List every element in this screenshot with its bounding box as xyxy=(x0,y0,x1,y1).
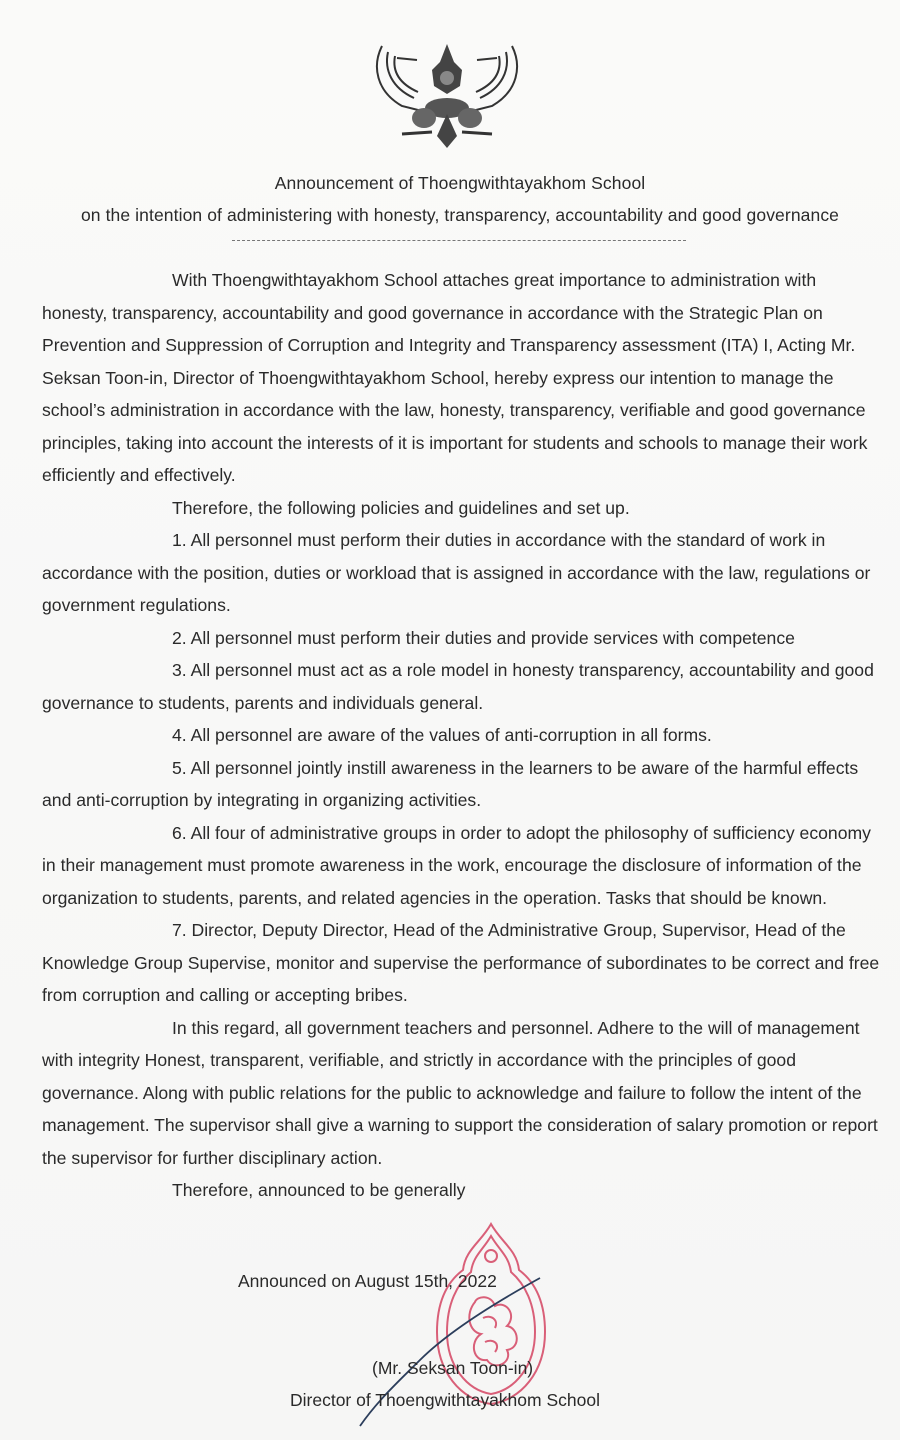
dashed-divider xyxy=(232,240,686,241)
policy-item: 6. All four of administrative groups in order to adopt the philosophy of sufficiency economy in their management must promote awareness in the work, encourage the disclosure of information of the organization to students, parents, and related agencies in the operation. Tasks that should be known. xyxy=(42,822,871,908)
policy-item: 1. All personnel must perform their duties in accordance with the standard of work in accordance with the position, duties or workload that is assigned in accordance with the law, regulations or government regulations. xyxy=(42,530,871,615)
announcement-title: Announcement of Thoengwithtayakhom School xyxy=(274,173,646,193)
closing-paragraph: In this regard, all government teachers and personnel. Adhere to the will of management with integrity Honest, transparent, verifiable, and strictly in accordance with the principles of good governance. Along with public relations for the public to acknowledge and failure to follow the intent of the management. The supervisor shall give a warning to support the consideration of salary promotion or report the supervisor for further disciplinary action. xyxy=(42,1017,878,1168)
intro-paragraph: With Thoengwithtayakhom School attaches great importance to administration with honesty, transparency, accountability and good governance in accordance with the Strategic Plan on Prevention and Suppression of Corruption and Integrity and Transparency assessment (ITA) I, Acting Mr. Seksan Toon-in, Director of Thoengwithtayakhom School, hereby express our intention to manage the school’s administration in accordance with the law, honesty, transparency, verifiable and good governance principles, taking into account the interests of it is important for students and schools to manage their work efficiently and effectively. xyxy=(42,270,868,485)
final-statement: Therefore, announced to be generally xyxy=(172,1180,466,1200)
policy-item: 2. All personnel must perform their duties and provide services with competence xyxy=(172,627,795,648)
policy-item: 3. All personnel must act as a role model in honesty transparency, accountability and good governance to students, parents and individuals general. xyxy=(42,660,874,713)
policy-item: 5. All personnel jointly instill awareness in the learners to be aware of the harmful effects and anti-corruption by integrating in organizing activities. xyxy=(42,757,859,810)
document-body xyxy=(42,264,884,1207)
signatory-title: Director of Thoengwithtayakhom School xyxy=(290,1390,600,1410)
policy-item: 7. Director, Deputy Director, Head of the Administrative Group, Supervisor, Head of the Knowledge Group Supervise, monitor and supervise the performance of subordinates to be correct and free from corruption and calling or accepting bribes. xyxy=(42,920,880,1005)
policy-item: 4. All personnel are aware of the values of anti-corruption in all forms. xyxy=(172,725,712,745)
garuda-emblem-icon xyxy=(362,36,532,154)
announcement-date: Announced on August 15th, 2022 xyxy=(238,1271,497,1291)
announcement-subtitle: on the intention of administering with honesty, transparency, accountability and good governance xyxy=(80,205,840,225)
signatory-name: (Mr. Seksan Toon-in) xyxy=(372,1358,534,1378)
lead-in-paragraph: Therefore, the following policies and guidelines and set up. xyxy=(172,497,630,518)
